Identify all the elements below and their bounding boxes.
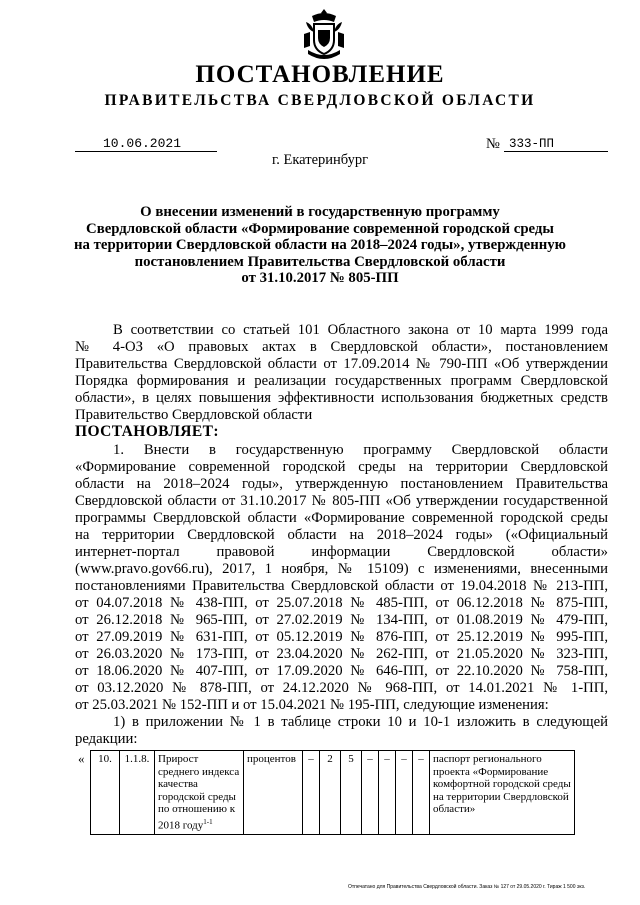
row-code: 1.1.8. (120, 751, 155, 835)
document-subtitle: ПРАВИТЕЛЬСТВА СВЕРДЛОВСКОЙ ОБЛАСТИ (104, 92, 536, 109)
document-heading (60, 204, 580, 287)
value-cell: – (413, 751, 430, 835)
body-line: Правительства Свердловской области от 17.09.2014 № 790-ПП «Об утверждении (75, 356, 608, 372)
body-line: Свердловской области от 31.10.2017 № 805-ПП «Об утверждении государственной (75, 493, 608, 509)
body-line: от 25.03.2021 № 152-ПП и от 15.04.2021 № 195-ПП, следующие изменения: (75, 697, 549, 713)
body-line: Правительство Свердловской области (75, 407, 313, 423)
heading-line: Свердловской области «Формирование современной городской среды (86, 220, 554, 237)
body-line: области», в целях повышения эффективности использования бюджетных средств (75, 390, 608, 406)
body-line: 1. Внести в государственную программу Свердловской области (113, 442, 608, 458)
body-line: программы Свердловской области «Формирование современной городской среды (75, 510, 608, 526)
body-line: интернет-портал правовой информации Свердловской области» (75, 544, 608, 560)
table-row (75, 751, 575, 835)
indicator-name (155, 751, 244, 835)
coat-of-arms-icon (302, 6, 346, 62)
heading-line: О внесении изменений в государственную программу (140, 204, 500, 220)
value-cell: 2 (320, 751, 341, 835)
body-line: № 4-ОЗ «О правовых актах в Свердловской области», постановлением (75, 339, 608, 355)
value-cell: – (396, 751, 413, 835)
print-footer: Отпечатано для Правительства Свердловской области. Заказ № 127 от 29.05.2020 г. Тираж 1 500 экз. (348, 884, 586, 890)
row-number: 10. (91, 751, 120, 835)
document-date: 10.06.2021 (103, 136, 182, 151)
document-city: г. Екатеринбург (271, 152, 369, 168)
body-line: от 18.06.2020 № 407-ПП, от 17.09.2020 № 646-ПП, от 22.10.2020 № 758-ПП, (75, 663, 608, 679)
document-title: ПОСТАНОВЛЕНИЕ (195, 61, 445, 88)
heading-line: постановлением Правительства Свердловской области (134, 253, 506, 270)
body-line: Порядка формирования и реализации государственных программ Свердловской (75, 373, 608, 389)
value-cell: – (379, 751, 396, 835)
body-line: на территории Свердловской области на 2018–2024 годы» («Официальный (75, 527, 608, 543)
heading-line: от 31.10.2017 № 805-ПП (241, 270, 399, 287)
indicator-text: Прирост среднего индекса качества городской среды по отношению к 2018 году (158, 753, 240, 832)
body-line: от 26.12.2018 № 965-ПП, от 27.02.2019 № 134-ПП, от 01.08.2019 № 479-ПП, (75, 612, 608, 628)
body-line: (www.pravo.gov66.ru), 2017, 1 ноября, № 15109) с изменениями, внесенными (75, 561, 608, 577)
body-line: 1) в приложении № 1 в таблице строки 10 и 10-1 изложить в следующей (113, 714, 608, 730)
body-line: области на 2018–2024 годы», утвержденную постановлением Правительства (75, 476, 608, 492)
unit: процентов (244, 751, 303, 835)
resolves-keyword: ПОСТАНОВЛЯЕТ: (75, 423, 219, 440)
body-line: редакции: (75, 731, 138, 747)
body-line: от 27.09.2019 № 631-ПП, от 05.12.2019 № 876-ПП, от 25.12.2019 № 995-ПП, (75, 629, 608, 645)
body-line: постановлениями Правительства Свердловской области от 19.04.2018 № 213-ПП, (75, 578, 608, 594)
body-line: от 03.12.2020 № 878-ПП, от 24.12.2020 № 968-ПП, от 14.01.2021 № 1-ПП, (75, 680, 608, 696)
body-line: от 04.07.2018 № 438-ПП, от 25.07.2018 № 485-ПП, от 06.12.2018 № 875-ПП, (75, 595, 608, 611)
value-cell: – (362, 751, 379, 835)
body-line: «Формирование современной городской среды на территории Свердловской (75, 459, 608, 475)
body-line: В соответствии со статьей 101 Областного закона от 10 марта 1999 года (113, 322, 608, 338)
number-sign: № (486, 136, 500, 152)
open-quote: « (78, 750, 85, 766)
value-cell: 5 (341, 751, 362, 835)
indicator-footnote: 1-1 (203, 817, 213, 826)
source-cell: паспорт регионального проекта «Формирование комфортной городской среды на территории Свердловской области» (430, 751, 575, 835)
value-cell: – (303, 751, 320, 835)
document-number: 333-ПП (509, 137, 555, 151)
indicator-table (75, 750, 575, 835)
body-line: от 26.03.2020 № 173-ПП, от 23.04.2020 № 262-ПП, от 21.05.2020 № 323-ПП, (75, 646, 608, 662)
heading-line: на территории Свердловской области на 2018–2024 годы», утвержденную (74, 237, 566, 254)
